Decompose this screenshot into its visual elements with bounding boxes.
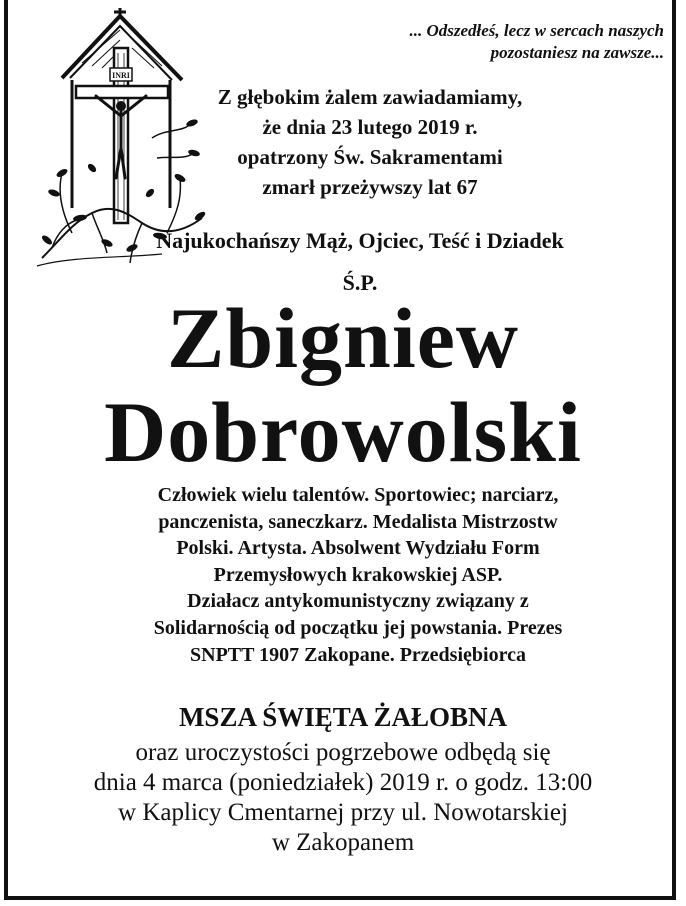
biography-line: SNPTT 1907 Zakopane. Przedsiębiorca xyxy=(190,643,526,666)
biography-line: Polski. Artysta. Absolwent Wydziału Form xyxy=(176,537,540,560)
funeral-line-3: w Kaplicy Cmentarnej przy ul. Nowotarskiej xyxy=(118,799,568,826)
announcement-line-3: opatrzony Św. Sakramentami xyxy=(237,145,503,169)
epigraph-line-1: ... Odszedłeś, lecz w sercach naszych xyxy=(409,21,664,40)
funeral-mass-title: MSZA ŚWIĘTA ŻAŁOBNA xyxy=(178,702,508,732)
honorific: Ś.P. xyxy=(342,270,378,295)
epigraph-line-2: pozostaniesz na zawsze... xyxy=(490,43,664,62)
announcement-line-4: zmarł przeżywszy lat 67 xyxy=(262,175,478,199)
funeral-line-2: dnia 4 marca (poniedziałek) 2019 r. o godz. 13:00 xyxy=(93,769,593,796)
funeral-line-1: oraz uroczystości pogrzebowe odbędą się xyxy=(135,739,551,766)
announcement-line-1: Z głębokim żalem zawiadamiamy, xyxy=(217,85,523,109)
cross-inscription: INRI xyxy=(112,71,130,80)
announcement-line-2: że dnia 23 lutego 2019 r. xyxy=(262,115,478,139)
biography xyxy=(30,482,686,668)
deceased-last-name: Dobrowolski xyxy=(104,384,582,480)
biography-line: panczenista, saneczkarz. Medalista Mistrzostw xyxy=(158,510,558,533)
family-relation: Najukochańszy Mąż, Ojciec, Teść i Dziadek xyxy=(156,228,564,253)
biography-line: Człowiek wielu talentów. Sportowiec; narciarz, xyxy=(157,484,559,506)
epigraph xyxy=(344,20,664,64)
biography-line: Solidarnością od początku jej powstania. Prezes xyxy=(153,616,563,639)
funeral-details xyxy=(0,738,686,858)
biography-line: Działacz antykomunistyczny związany z xyxy=(187,590,529,613)
biography-line: Przemysłowych krakowskiej ASP. xyxy=(213,563,503,586)
death-announcement xyxy=(180,82,560,202)
funeral-line-4: w Zakopanem xyxy=(271,829,415,856)
deceased-first-name: Zbigniew xyxy=(166,290,520,386)
